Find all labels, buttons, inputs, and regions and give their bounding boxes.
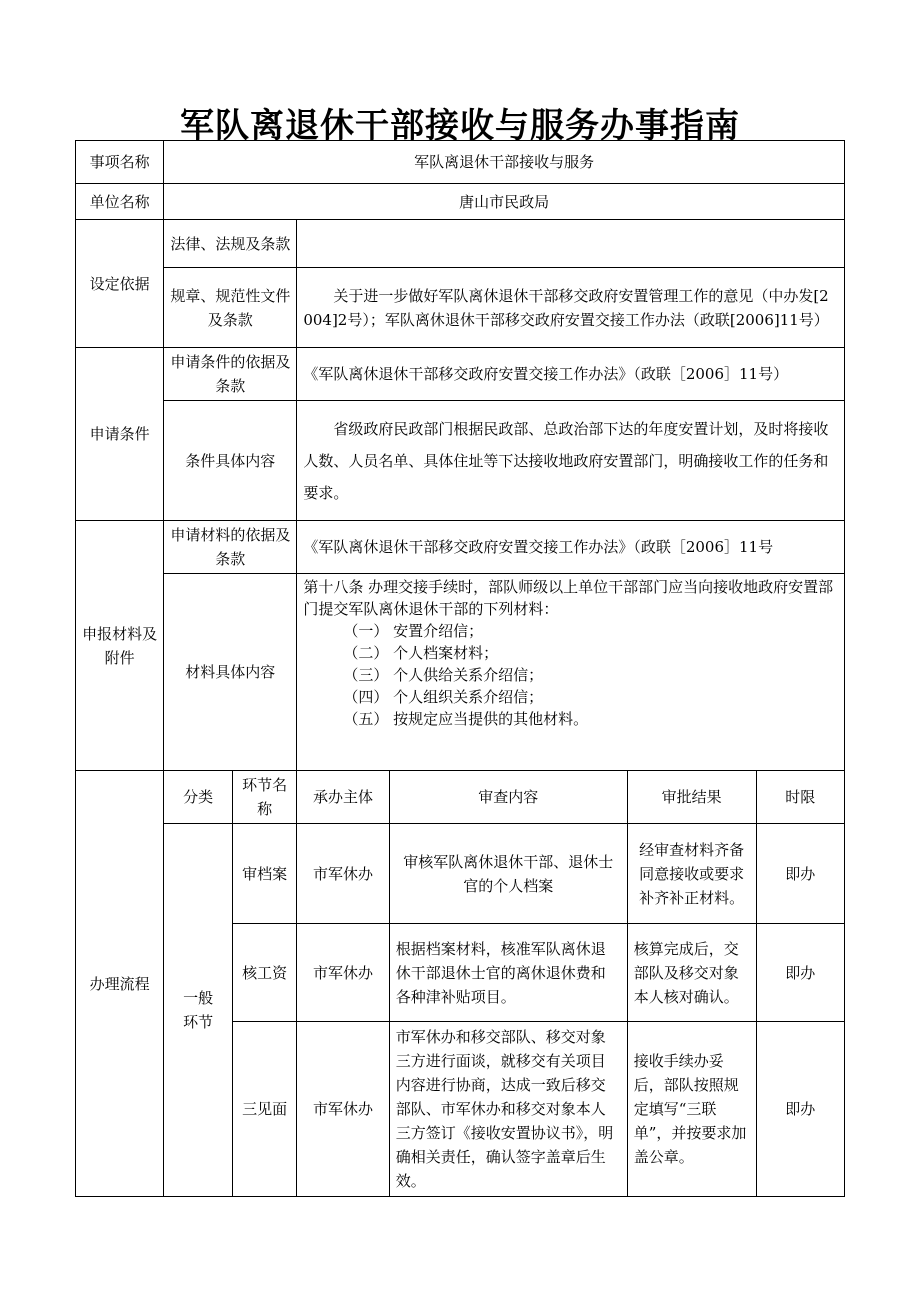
materials-item-3: （三） 个人供给关系介绍信； xyxy=(343,666,544,684)
item-name-label: 事项名称 xyxy=(76,141,164,184)
process-header-limit: 时限 xyxy=(756,771,844,824)
page-title: 军队离退休干部接收与服务办事指南 xyxy=(180,106,740,146)
unit-name-row xyxy=(76,184,845,220)
process-step-limit: 即办 xyxy=(756,824,844,924)
process-step-body: 市军休办 xyxy=(297,824,389,924)
process-step-name: 核工资 xyxy=(232,924,296,1022)
unit-name-label: 单位名称 xyxy=(76,184,164,220)
process-step-review: 市军休办和移交部队、移交对象三方进行面谈，就移交有关项目内容进行协商，达成一致后移交部队、市军休办和移交对象本人三方签订《接收安置协议书》，明确相关责任，确认签字盖章后生效。 xyxy=(389,1022,627,1197)
process-step-row xyxy=(76,824,845,924)
materials-item-5: （五） 按规定应当提供的其他材料。 xyxy=(343,710,589,728)
materials-basis-label: 申请材料的依据及条款 xyxy=(164,521,297,574)
materials-item-1: （一） 安置介绍信； xyxy=(343,622,484,640)
process-step-result: 接收手续办妥后，部队按照规定填写“三联单”，并按要求加盖公章。 xyxy=(627,1022,756,1197)
materials-item-2: （二） 个人档案材料； xyxy=(343,644,499,662)
process-header-category: 分类 xyxy=(164,771,233,824)
process-label: 办理流程 xyxy=(76,771,164,1197)
basis-rule-value: 关于进一步做好军队离休退休干部移交政府安置管理工作的意见（中办发[2004]2号）；军队离休退休干部移交政府安置交接工作办法（政联[2006]11号） xyxy=(297,268,845,348)
conditions-basis-label: 申请条件的依据及条款 xyxy=(164,348,297,401)
materials-item-4: （四） 个人组织关系介绍信； xyxy=(343,688,544,706)
process-step-review: 根据档案材料，核准军队离休退休干部退休士官的离休退休费和各种津补贴项目。 xyxy=(389,924,627,1022)
materials-intro: 第十八条 办理交接手续时，部队师级以上单位干部部门应当向接收地政府安置部门提交军队离休退休干部的下列材料： xyxy=(303,578,834,618)
item-name-value: 军队离退休干部接收与服务 xyxy=(164,141,845,184)
process-header-result: 审批结果 xyxy=(627,771,756,824)
basis-law-value xyxy=(297,220,845,268)
process-category: 一般环节 xyxy=(164,824,233,1197)
conditions-label: 申请条件 xyxy=(76,348,164,521)
materials-content-cell xyxy=(297,574,845,771)
process-step-result: 核算完成后，交部队及移交对象本人核对确认。 xyxy=(627,924,756,1022)
materials-content-row xyxy=(76,574,845,771)
conditions-content-row xyxy=(76,401,845,521)
basis-law-row xyxy=(76,220,845,268)
conditions-basis-value: 《军队离休退休干部移交政府安置交接工作办法》（政联［2006］11号） xyxy=(297,348,845,401)
materials-basis-value: 《军队离休退休干部移交政府安置交接工作办法》（政联［2006］11号 xyxy=(297,521,845,574)
materials-content-label: 材料具体内容 xyxy=(164,574,297,771)
basis-label: 设定依据 xyxy=(76,220,164,348)
guide-table xyxy=(75,140,845,1197)
process-step-name: 三见面 xyxy=(232,1022,296,1197)
process-header-review: 审查内容 xyxy=(389,771,627,824)
materials-basis-row xyxy=(76,521,845,574)
process-step-name: 审档案 xyxy=(232,824,296,924)
materials-label: 申报材料及附件 xyxy=(76,521,164,771)
process-step-result: 经审查材料齐备同意接收或要求补齐补正材料。 xyxy=(627,824,756,924)
conditions-content-value: 省级政府民政部门根据民政部、总政治部下达的年度安置计划，及时将接收人数、人员名单、具体住址等下达接收地政府安置部门，明确接收工作的任务和要求。 xyxy=(297,401,845,521)
conditions-content-label: 条件具体内容 xyxy=(164,401,297,521)
unit-name-value: 唐山市民政局 xyxy=(164,184,845,220)
process-step-body: 市军休办 xyxy=(297,924,389,1022)
process-step-limit: 即办 xyxy=(756,924,844,1022)
basis-law-label: 法律、法规及条款 xyxy=(164,220,297,268)
basis-rule-row xyxy=(76,268,845,348)
process-header-row xyxy=(76,771,845,824)
item-name-row xyxy=(76,141,845,184)
process-step-limit: 即办 xyxy=(756,1022,844,1197)
process-step-body: 市军休办 xyxy=(297,1022,389,1197)
process-header-body: 承办主体 xyxy=(297,771,389,824)
process-header-step: 环节名称 xyxy=(232,771,296,824)
basis-rule-label: 规章、规范性文件及条款 xyxy=(164,268,297,348)
conditions-basis-row xyxy=(76,348,845,401)
process-step-review: 审核军队离休退休干部、退休士官的个人档案 xyxy=(389,824,627,924)
